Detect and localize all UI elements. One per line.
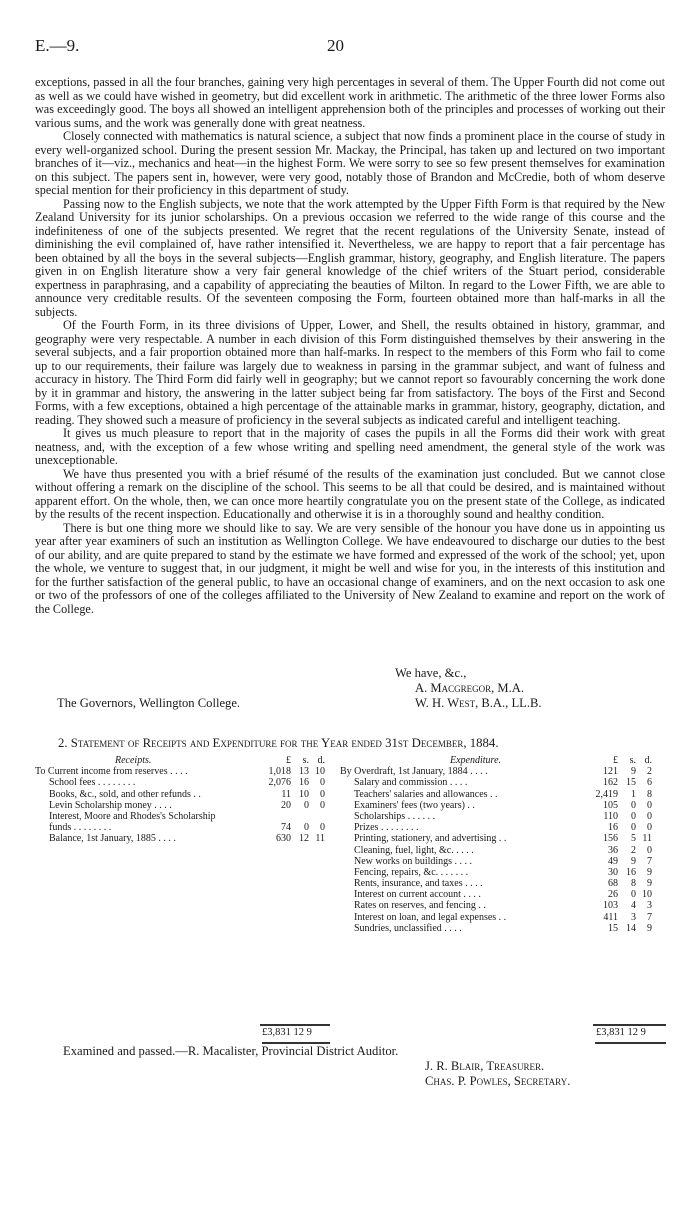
- expenditure-pence: 2: [647, 766, 652, 778]
- expenditure-label: By Overdraft, 1st January, 1884 . . . .: [340, 766, 488, 778]
- expenditure-label: Teachers' salaries and allowances . .: [354, 788, 498, 800]
- expenditure-pounds: 16: [608, 822, 618, 834]
- expenditure-pence: 3: [647, 900, 652, 912]
- receipts-heading: Receipts.: [115, 755, 152, 766]
- receipts-shillings: 12: [299, 833, 309, 845]
- expenditure-shillings: 0: [631, 810, 636, 822]
- expenditure-pounds: 49: [608, 855, 618, 867]
- receipts-pounds: 630: [276, 833, 291, 845]
- receipts-pounds: 1,018: [268, 766, 291, 778]
- expenditure-pence: 6: [647, 777, 652, 789]
- secretary-line: Chas. P. Powles, Secretary.: [425, 1074, 571, 1088]
- expenditure-label: Printing, stationery, and advertising . .: [354, 833, 507, 845]
- expenditure-shillings: 3: [631, 911, 636, 923]
- receipts-row: [35, 766, 345, 777]
- shillings-heading: s.: [302, 755, 309, 766]
- expenditure-pence: 0: [647, 822, 652, 834]
- expenditure-row: [340, 856, 668, 867]
- expenditure-row: [340, 923, 668, 934]
- receipts-pence: 0: [320, 822, 325, 834]
- expenditure-pence: 9: [647, 922, 652, 934]
- expenditure-pence: 11: [642, 833, 652, 845]
- shillings-heading: s.: [629, 755, 636, 766]
- expenditure-row: [340, 800, 668, 811]
- signature-block: [35, 666, 665, 711]
- expenditure-shillings: 15: [626, 777, 636, 789]
- expenditure-pounds: 411: [603, 911, 618, 923]
- expenditure-pounds: 105: [603, 799, 618, 811]
- expenditure-pounds: 121: [603, 766, 618, 778]
- receipts-label: Interest, Moore and Rhodes's Scholarship: [49, 810, 216, 822]
- pounds-heading: £: [613, 755, 618, 766]
- receipts-label: School fees . . . . . . . .: [49, 777, 136, 789]
- pounds-heading: £: [286, 755, 291, 766]
- expenditure-pence: 8: [647, 788, 652, 800]
- receipts-rows: [35, 766, 345, 844]
- expenditure-label: Cleaning, fuel, light, &c. . . . .: [354, 844, 474, 856]
- receipts-row: [35, 811, 345, 822]
- receipts-shillings: 0: [304, 822, 309, 834]
- expenditure-shillings: 16: [626, 866, 636, 878]
- expenditure-row: [340, 900, 668, 911]
- paragraph-natural-science: Closely connected with mathematics is natural science, a subject that now finds a prominent place in the course of study in every well-organized school. During the present session Mr. Mackay, the Principal, has taken up and lectured on two important branches of it—viz., mechanics and heat—in the highest Form. We were sorry to see so few present themselves for examination on this subject. The papers sent in, however, were very good, notably those of Brandon and McCredie, both of whom deserve special mention for their proficiency in this department of study.: [35, 129, 665, 197]
- expenditure-rows: [340, 766, 668, 934]
- expenditure-shillings: 5: [631, 833, 636, 845]
- receipts-label: Levin Scholarship money . . . .: [49, 799, 172, 811]
- receipts-shillings: 10: [299, 788, 309, 800]
- receipts-row: [35, 800, 345, 811]
- page-number: 20: [327, 36, 344, 55]
- audit-footer: [35, 1044, 665, 1089]
- expenditure-shillings: 1: [631, 788, 636, 800]
- expenditure-row: [340, 811, 668, 822]
- receipts-total-rule: [260, 1024, 330, 1026]
- paragraph-neatness: It gives us much pleasure to report that in the majority of cases the pupils in all the Forms did their work with great neatness, and, with the exception of a few whose writing and spelling need amendment, the general style of the work was unexceptionable.: [35, 426, 665, 467]
- expenditure-pence: 7: [647, 855, 652, 867]
- receipts-label: To Current income from reserves . . . .: [35, 766, 188, 778]
- expenditure-shillings: 9: [631, 855, 636, 867]
- receipts-column: [35, 755, 345, 845]
- pence-heading: d.: [644, 755, 652, 766]
- expenditure-row: [340, 766, 668, 777]
- receipts-header-row: [35, 755, 345, 766]
- treasurer-line: J. R. Blair, Treasurer.: [425, 1059, 545, 1073]
- paragraph-fourth-form: Of the Fourth Form, in its three divisions of Upper, Lower, and Shell, the results obtained in history, grammar, and geography were very respectable. A number in each division of this Form distinguished themselves by their answering in the several subjects, and a fair proportion obtained more than half-marks. In respect to the members of this Form who fail to come up to our requirements, their failure was largely due to weakness in parsing in the grammar subject, and want of fulness and accuracy in history. The Third Form did fairly well in geography; but we cannot report so favourably concerning the work done by it in grammar and history, the answering in the latter subject being far from satisfactory. The boys of the First and Second Forms, with a few exceptions, obtained a high percentage of the attainable marks in grammar, history, geography, dictation, and reading. They showed such a measure of proficiency in the several subjects as indicated careful and intelligent teaching.: [35, 318, 665, 427]
- expenditure-label: Examiners' fees (two years) . .: [354, 799, 475, 811]
- signer-macgregor: A. Macgregor, M.A.: [415, 681, 524, 695]
- expenditure-row: [340, 878, 668, 889]
- expenditure-row: [340, 889, 668, 900]
- receipts-pence: 0: [320, 777, 325, 789]
- expenditure-shillings: 8: [631, 878, 636, 890]
- receipts-total: £3,831 12 9: [262, 1027, 312, 1038]
- addressee: The Governors, Wellington College.: [57, 696, 241, 710]
- receipts-label: funds . . . . . . . .: [49, 822, 112, 834]
- expenditure-total: £3,831 12 9: [596, 1027, 646, 1038]
- receipts-shillings: 13: [299, 766, 309, 778]
- expenditure-row: [340, 845, 668, 856]
- expenditure-shillings: 4: [631, 900, 636, 912]
- expenditure-pounds: 2,419: [595, 788, 618, 800]
- expenditure-label: Rates on reserves, and fencing . .: [354, 900, 486, 912]
- receipts-pounds: 11: [281, 788, 291, 800]
- receipts-row: [35, 822, 345, 833]
- signer-west: W. H. West, B.A., LL.B.: [415, 696, 542, 710]
- receipts-label: Balance, 1st January, 1885 . . . .: [49, 833, 176, 845]
- expenditure-pence: 0: [647, 844, 652, 856]
- expenditure-column: [340, 755, 668, 934]
- expenditure-pence: 0: [647, 799, 652, 811]
- report-reference: E.—9.: [35, 36, 80, 55]
- expenditure-row: [340, 789, 668, 800]
- expenditure-shillings: 9: [631, 766, 636, 778]
- expenditure-row: [340, 822, 668, 833]
- expenditure-label: Prizes . . . . . . . .: [354, 822, 419, 834]
- addressee-row: [35, 696, 665, 711]
- expenditure-row: [340, 912, 668, 923]
- expenditure-pounds: 30: [608, 866, 618, 878]
- receipts-pence: 0: [320, 799, 325, 811]
- expenditure-total-rule: [593, 1024, 666, 1026]
- receipts-shillings: 0: [304, 799, 309, 811]
- expenditure-pence: 9: [647, 866, 652, 878]
- paragraph-change-of-examiners: There is but one thing more we should like to say. We are very sensible of the honour you have done us in appointing us year after year examiners of such an institution as Wellington College. We have endeavoured to discharge our duties to the best of our ability, and are quite prepared to stand by the estimate we have formed and expressed of the work of the school; yet, upon the whole, we venture to suggest that, in our judgment, it might be well and wise for you, in the interests of this institution and for the further satisfaction of the general public, to have an occasional change of examiners, and on the next occasion to ask one or two of the professors of one of the colleges affiliated to the University of New Zealand to examine and report on the work of the College.: [35, 520, 665, 616]
- expenditure-row: [340, 833, 668, 844]
- expenditure-pounds: 26: [608, 889, 618, 901]
- expenditure-row: [340, 777, 668, 788]
- expenditure-pence: 9: [647, 878, 652, 890]
- expenditure-shillings: 2: [631, 844, 636, 856]
- receipts-row: [35, 789, 345, 800]
- expenditure-pence: 10: [642, 889, 652, 901]
- receipts-pence: 0: [320, 788, 325, 800]
- receipts-pounds: 20: [281, 799, 291, 811]
- expenditure-pence: 0: [647, 810, 652, 822]
- pence-heading: d.: [317, 755, 325, 766]
- examined-line: Examined and passed.—R. Macalister, Provincial District Auditor.: [63, 1044, 399, 1058]
- expenditure-label: Salary and commission . . . .: [354, 777, 468, 789]
- expenditure-pounds: 103: [603, 900, 618, 912]
- report-body: [35, 76, 665, 616]
- paragraph-discipline: We have thus presented you with a brief résumé of the results of the examination just concluded. But we cannot close without offering a remark on the discipline of the school. This seems to be all that could be desired, and is maintained without apparent effort. On the whole, then, we can once more heartily congratulate you on the present state of the College, as indicated by the results of the recent inspection. Educationally and otherwise it is in a thoroughly sound and healthy condition.: [35, 466, 665, 521]
- expenditure-pounds: 68: [608, 878, 618, 890]
- receipts-label: Books, &c., sold, and other refunds . .: [49, 788, 201, 800]
- expenditure-label: Fencing, repairs, &c. . . . . . .: [354, 866, 469, 878]
- expenditure-pounds: 162: [603, 777, 618, 789]
- expenditure-pounds: 15: [608, 922, 618, 934]
- closing: We have, &c.,: [395, 666, 467, 680]
- expenditure-pounds: 156: [603, 833, 618, 845]
- statement-title: 2. Statement of Receipts and Expenditure for the Year ended 31st December, 1884.: [58, 736, 499, 750]
- expenditure-label: Interest on loan, and legal expenses . .: [354, 911, 507, 923]
- expenditure-row: [340, 867, 668, 878]
- paragraph-mathematics-results: exceptions, passed in all the four branches, gaining very high percentages in several of them. The Upper Fourth did not come out as well as we could have wished in geometry, but did excellent work in arithmetic. The arithmetic of the three lower Forms also was exceedingly good. The boys all showed an intelligent apprehension both of the principles and processes of working out their various sums, and the work was generally done with great neatness.: [35, 75, 665, 130]
- expenditure-label: Interest on current account . . . .: [354, 889, 481, 901]
- expenditure-shillings: 0: [631, 889, 636, 901]
- receipts-pounds: 74: [281, 822, 291, 834]
- expenditure-shillings: 0: [631, 822, 636, 834]
- expenditure-heading: Expenditure.: [450, 755, 502, 766]
- expenditure-shillings: 14: [626, 922, 636, 934]
- receipts-pence: 10: [315, 766, 325, 778]
- expenditure-pounds: 36: [608, 844, 618, 856]
- expenditure-pounds: 110: [603, 810, 618, 822]
- receipts-row: [35, 833, 345, 844]
- expenditure-header-row: [340, 755, 668, 766]
- expenditure-shillings: 0: [631, 799, 636, 811]
- receipts-pence: 11: [315, 833, 325, 845]
- expenditure-label: Scholarships . . . . . .: [354, 810, 436, 822]
- expenditure-label: Sundries, unclassified . . . .: [354, 922, 462, 934]
- receipts-pounds: 2,076: [268, 777, 291, 789]
- receipts-row: [35, 777, 345, 788]
- expenditure-label: Rents, insurance, and taxes . . . .: [354, 878, 483, 890]
- expenditure-label: New works on buildings . . . .: [354, 855, 473, 867]
- receipts-shillings: 16: [299, 777, 309, 789]
- paragraph-english-subjects: Passing now to the English subjects, we note that the work attempted by the Upper Fifth Form is that required by the New Zealand University for its junior scholarships. On a previous occasion we referred to the wide range of this course and the indefiniteness of one of the subjects presented. We regret that the recent regulations of the University Senate, instead of diminishing the evil complained of, have rather intensified it. Nevertheless, we are happy to report that a fair percentage has been obtained by all the boys in the several subjects—English grammar, history, geography, and English literature. The papers given in on English literature show a very fair general knowledge of the chief writers of the Stuart period, considerable expertness in paraphrasing, and a capability of appreciating the beauties of Milton. In regard to the Lower Fifth, we are able to announce very creditable results. Of the seventeen composing the Form, fourteen obtained more than half-marks in all the subjects.: [35, 196, 665, 319]
- expenditure-pence: 7: [647, 911, 652, 923]
